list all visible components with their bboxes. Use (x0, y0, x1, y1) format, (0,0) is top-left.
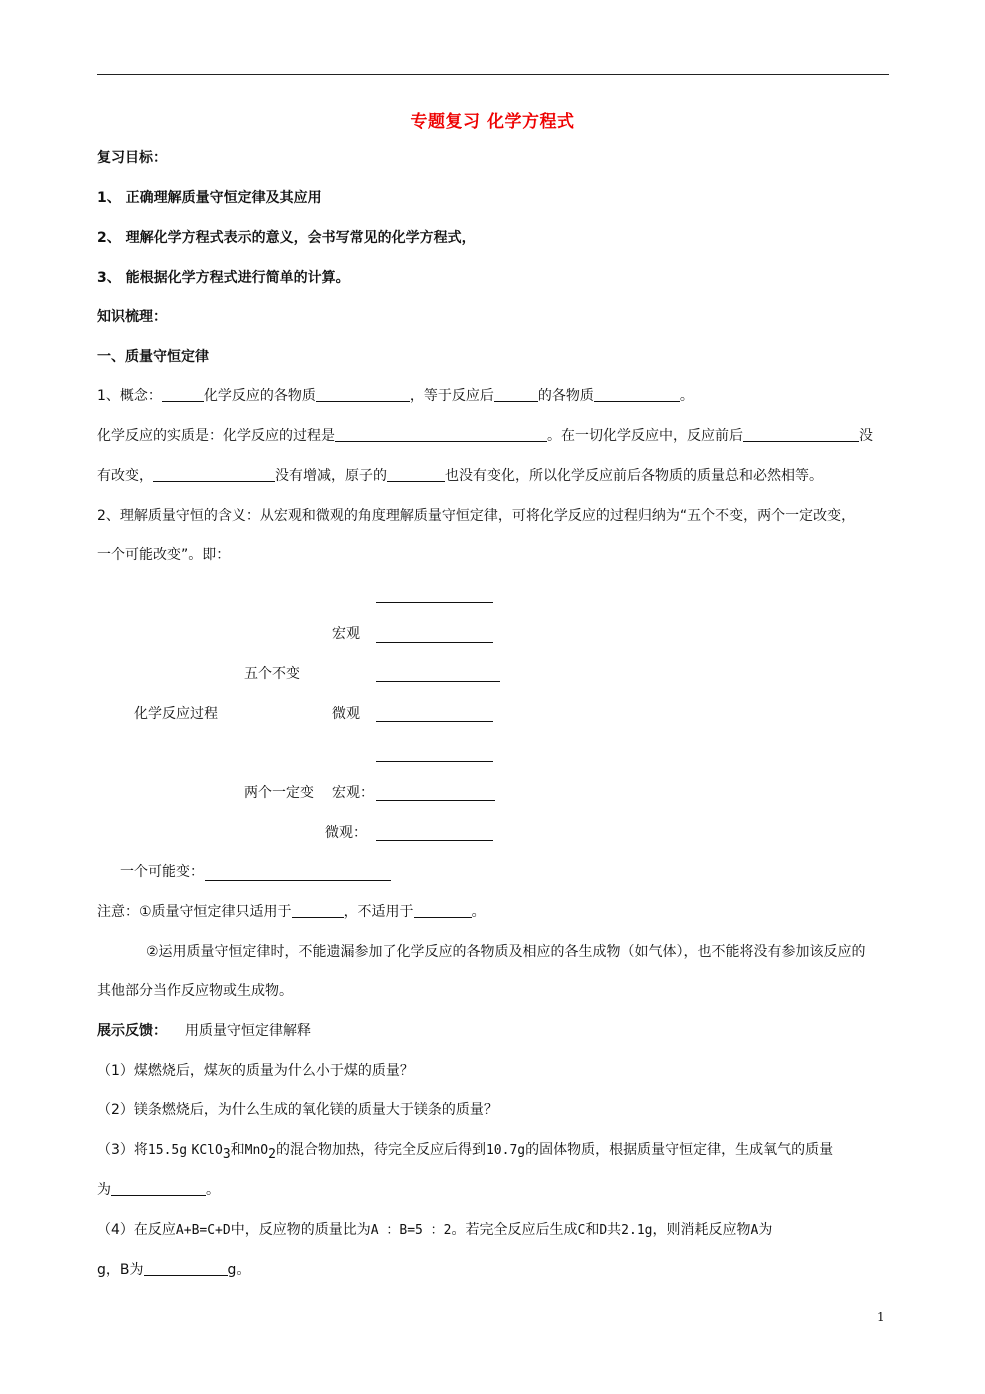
fill-blank[interactable] (376, 642, 493, 643)
page-number: 1 (877, 1310, 885, 1324)
goal-item-3: 3、 能根据化学方程式进行简单的计算。 (97, 270, 350, 286)
fill-blank[interactable] (153, 467, 275, 482)
question-3-cont: 为 。 (97, 1182, 220, 1198)
feedback-line (97, 1020, 311, 1042)
fill-blank[interactable] (376, 800, 495, 801)
fill-blank[interactable] (376, 840, 493, 841)
section1-heading: 一、质量守恒定律 (97, 349, 209, 365)
reaction-process-label: 化学反应过程 (134, 706, 218, 722)
fill-blank[interactable] (205, 880, 391, 881)
fill-blank[interactable] (292, 903, 344, 918)
fill-blank[interactable] (376, 721, 493, 722)
fill-blank[interactable] (316, 387, 410, 402)
essence-line-1: 化学反应的实质是：化学反应的过程是 。在一切化学反应中，反应前后 没 (97, 428, 873, 444)
understand-line-2: 一个可能改变”。即： (97, 547, 231, 563)
question-4-cont: g，B为 g。 (97, 1262, 251, 1278)
micro-label: 微观 (332, 706, 360, 722)
knowledge-heading: 知识梳理： (97, 309, 167, 325)
fill-blank[interactable] (376, 602, 493, 603)
fill-blank[interactable] (376, 681, 500, 682)
five-unchanged-label: 五个不变 (244, 666, 300, 682)
macro-label: 宏观 (332, 626, 360, 642)
one-maybe-label: 一个可能变： (120, 864, 204, 880)
goal-item-1: 1、 正确理解质量守恒定律及其应用 (97, 190, 322, 206)
essence-line-2: 有改变， 没有增减，原子的 也没有变化，所以化学反应前后各物质的质量总和必然相等。 (97, 468, 823, 484)
question-4: （4）在反应A+B=C+D中，反应物的质量比为A ：B=5 ：2。若完全反应后生成C和D共2.1g，则消耗反应物A为 (97, 1222, 773, 1238)
note-line-2: ②运用质量守恒定律时，不能遗漏参加了化学反应的各物质及相应的各生成物（如气体），也不能将没有参加该反应的 (146, 944, 866, 960)
goal-item-2: 2、 理解化学方程式表示的意义，会书写常见的化学方程式， (97, 230, 476, 246)
fill-blank[interactable] (144, 1261, 228, 1276)
fill-blank[interactable] (743, 427, 859, 442)
feedback-subtitle: 用质量守恒定律解释 (185, 1023, 311, 1039)
fill-blank[interactable] (335, 427, 547, 442)
header-rule (97, 74, 889, 75)
feedback-heading: 展示反馈： (97, 1023, 167, 1039)
goals-heading: 复习目标： (97, 150, 167, 166)
question-3: （3）将15.5g KClO$_3$和MnO$_2$的混合物加热，待完全反应后得到10.7g的固体物质，根据质量守恒定律，生成氧气的质量 (97, 1142, 834, 1162)
fill-blank[interactable] (414, 903, 472, 918)
fill-blank[interactable] (376, 761, 493, 762)
fill-blank[interactable] (162, 387, 204, 402)
two-change-label: 两个一定变 (244, 785, 314, 801)
macro2-label: 宏观： (332, 785, 374, 801)
note-line-1: 注意：①质量守恒定律只适用于 ，不适用于 。 (97, 904, 486, 920)
fill-blank[interactable] (494, 387, 538, 402)
understand-line-1: 2、理解质量守恒的含义：从宏观和微观的角度理解质量守恒定律，可将化学反应的过程归纳为“五个不变，两个一定改变， (97, 508, 856, 524)
fill-blank[interactable] (594, 387, 680, 402)
fill-blank[interactable] (387, 467, 445, 482)
question-1: （1）煤燃烧后，煤灰的质量为什么小于煤的质量？ (97, 1063, 414, 1079)
fill-blank[interactable] (111, 1181, 206, 1196)
page-title: 专题复习 化学方程式 (410, 112, 575, 132)
note-line-3: 其他部分当作反应物或生成物。 (97, 983, 293, 999)
concept-line: 1、概念： 化学反应的各物质 ，等于反应后 的各物质 。 (97, 388, 694, 404)
micro2-label: 微观： (325, 825, 367, 841)
question-2: （2）镁条燃烧后，为什么生成的氧化镁的质量大于镁条的质量？ (97, 1102, 498, 1118)
